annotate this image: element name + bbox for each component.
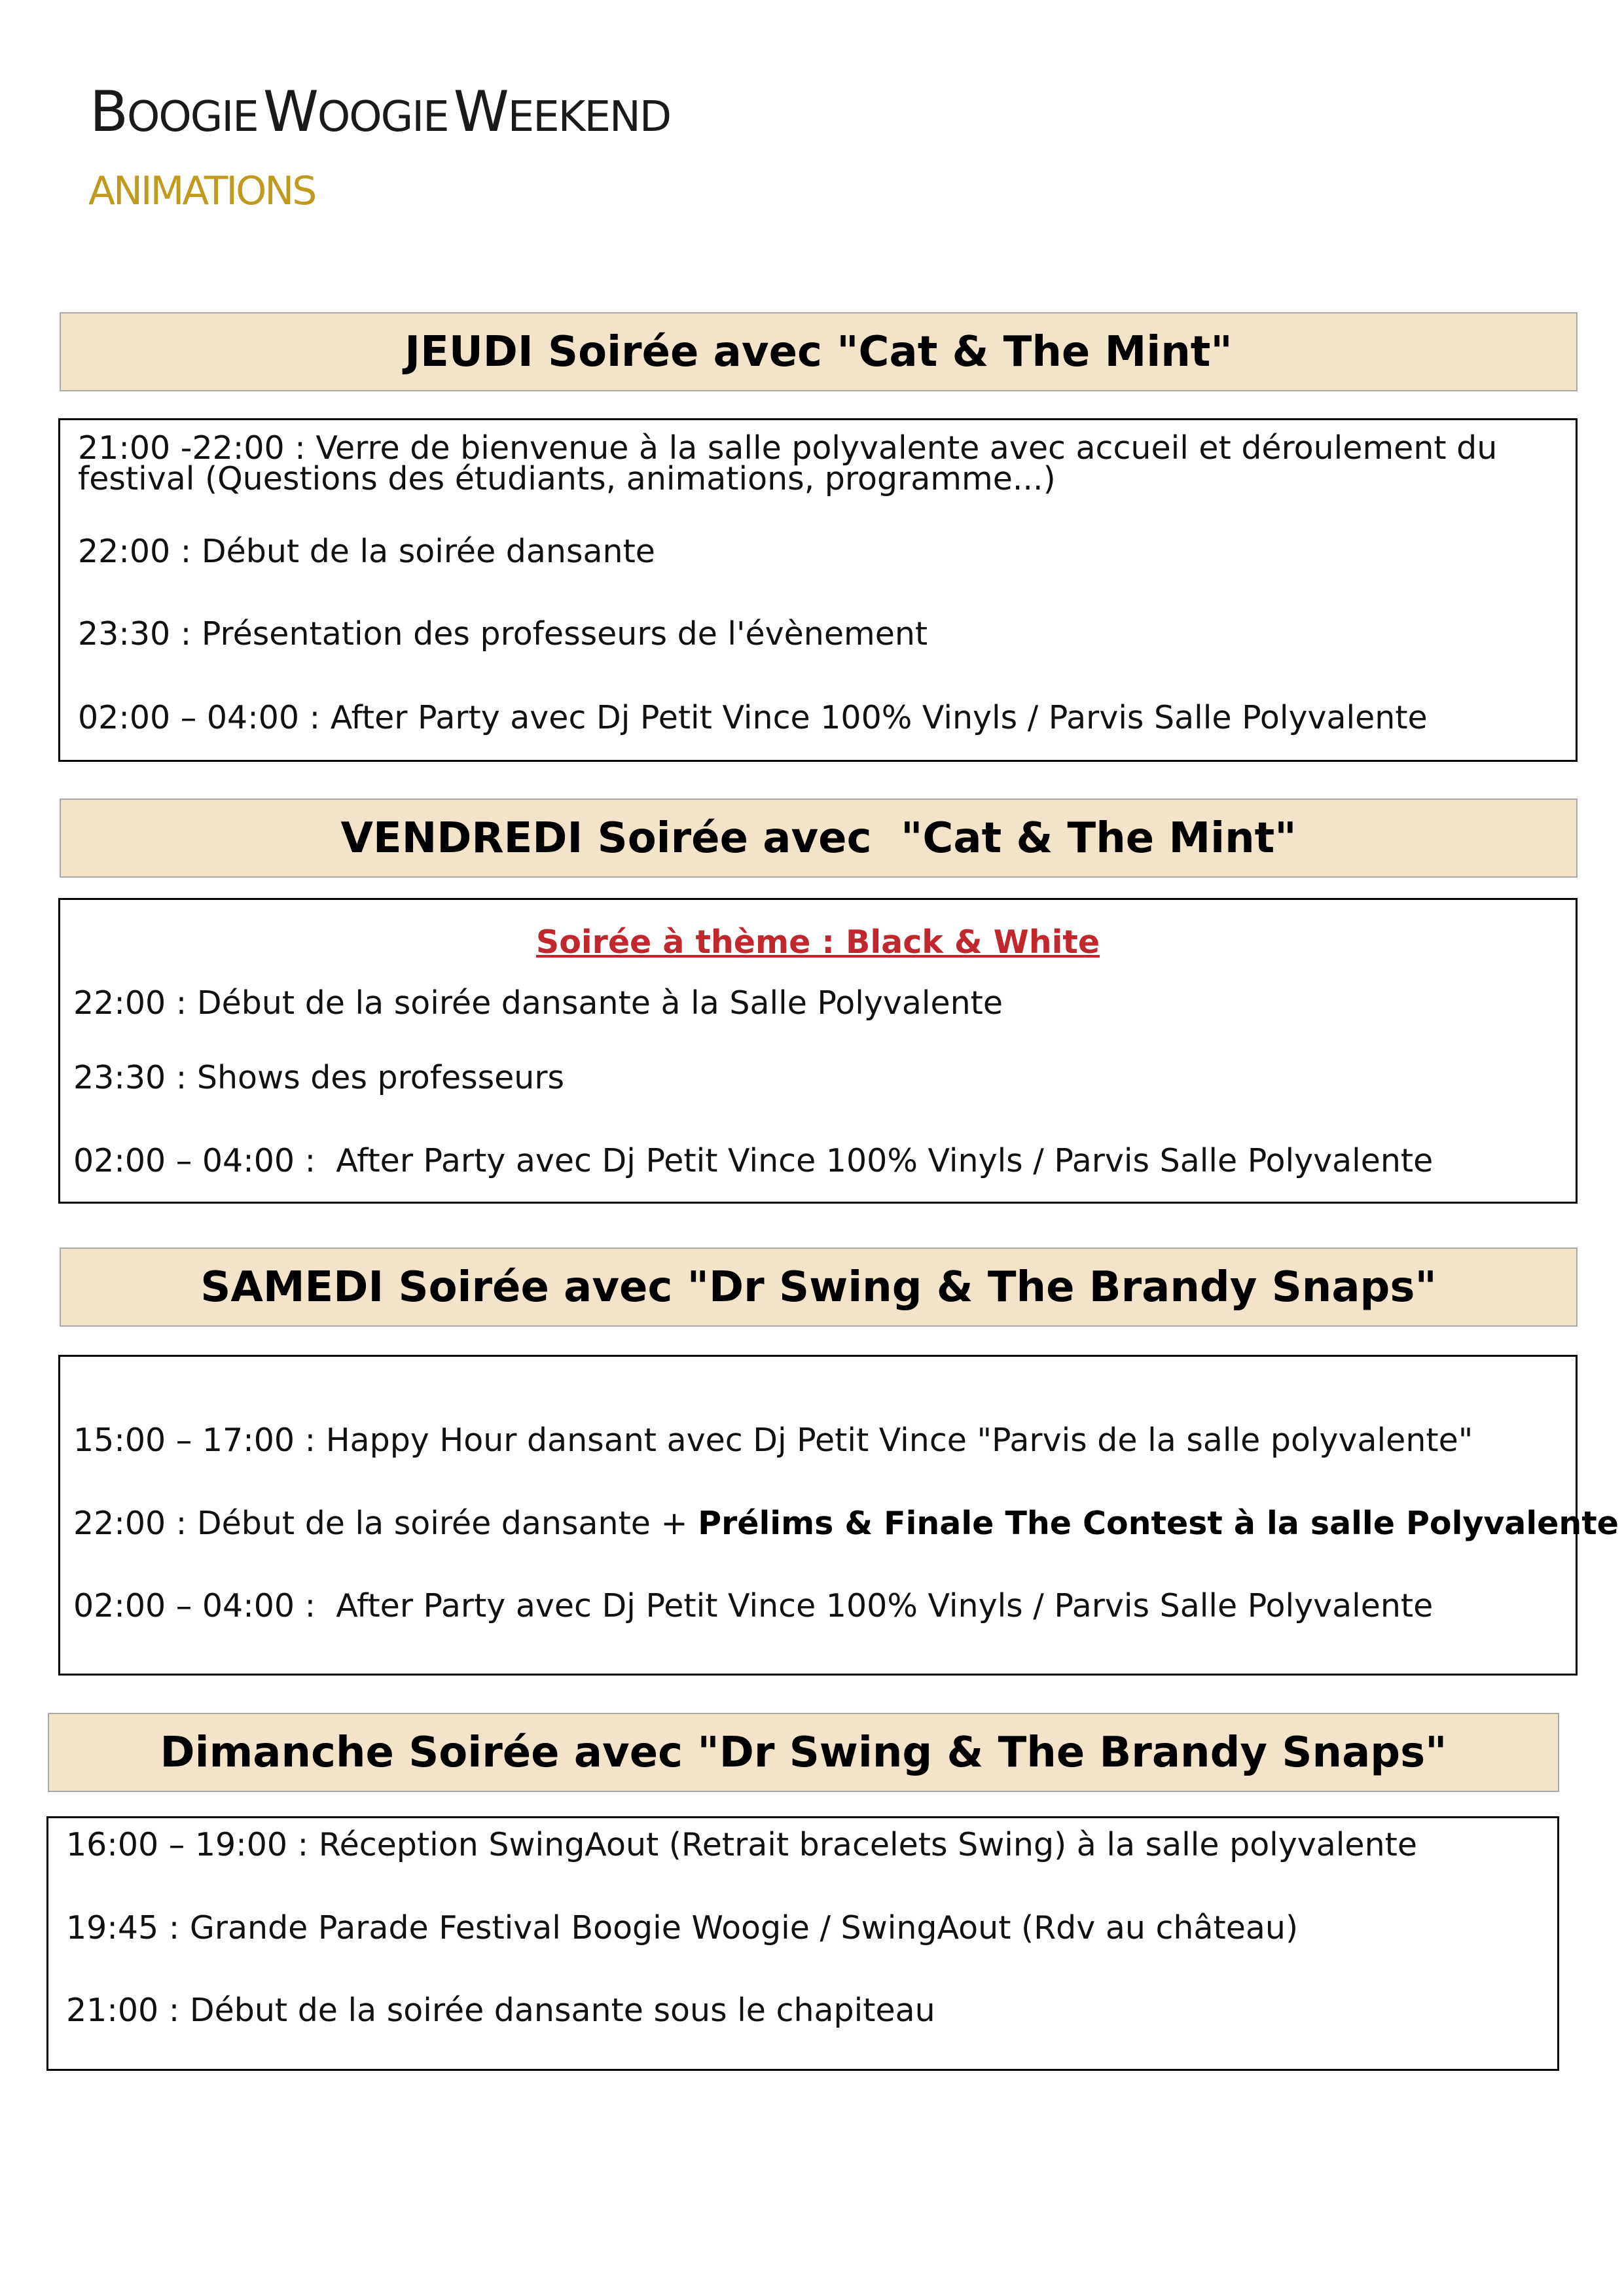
- title-word-boogie: BOOGIE: [90, 79, 258, 145]
- schedule-line: 22:00 : Début de la soirée dansante à la Salle Polyvalente: [73, 984, 1003, 1022]
- schedule-line: 19:45 : Grande Parade Festival Boogie Woogie / SwingAout (Rdv au château): [66, 1909, 1299, 1946]
- schedule-line: 22:00 : Début de la soirée dansante: [78, 533, 655, 570]
- schedule-line: 02:00 – 04:00 : After Party avec Dj Petit Vince 100% Vinyls / Parvis Salle Polyvalente: [78, 699, 1428, 736]
- day-box-jeudi: [58, 418, 1578, 762]
- schedule-line: 15:00 – 17:00 : Happy Hour dansant avec Dj Petit Vince "Parvis de la salle polyvalente": [73, 1422, 1473, 1459]
- title-word-woogie: WOOGIE: [262, 79, 448, 145]
- schedule-line: 21:00 -22:00 : Verre de bienvenue à la salle polyvalente avec accueil et déroulement du: [78, 429, 1498, 467]
- day-header-dimanche: Dimanche Soirée avec "Dr Swing & The Brandy Snaps": [48, 1713, 1559, 1792]
- day-header-vendredi: VENDREDI Soirée avec "Cat & The Mint": [60, 798, 1578, 878]
- day-header-samedi: SAMEDI Soirée avec "Dr Swing & The Brandy Snaps": [60, 1247, 1578, 1327]
- schedule-line: 22:00 : Début de la soirée dansante + Prélims & Finale The Contest à la salle Polyvalente: [73, 1505, 1619, 1542]
- day-header-jeudi: JEUDI Soirée avec "Cat & The Mint": [60, 312, 1578, 391]
- day-box-dimanche: [46, 1816, 1559, 2071]
- schedule-line: 23:30 : Shows des professeurs: [73, 1059, 565, 1096]
- day-box-vendredi: [58, 898, 1578, 1204]
- theme-label: Soirée à thème : Black & White: [535, 924, 1100, 961]
- schedule-line: 23:30 : Présentation des professeurs de l'évènement: [78, 615, 928, 653]
- day-box-samedi: [58, 1355, 1619, 1676]
- schedule-line: 02:00 – 04:00 : After Party avec Dj Petit Vince 100% Vinyls / Parvis Salle Polyvalente: [73, 1142, 1434, 1179]
- contest-highlight: Prélims & Finale The Contest à la salle Polyvalente: [698, 1505, 1619, 1542]
- title-word-weekend: WEEKEND: [453, 79, 671, 145]
- schedule-line: 02:00 – 04:00 : After Party avec Dj Petit Vince 100% Vinyls / Parvis Salle Polyvalente: [73, 1587, 1434, 1624]
- page-subtitle: ANIMATIONS: [88, 168, 316, 214]
- schedule-line: 16:00 – 19:00 : Réception SwingAout (Retrait bracelets Swing) à la salle polyvalente: [66, 1826, 1417, 1863]
- page-title: [90, 79, 671, 145]
- schedule-line: 21:00 : Début de la soirée dansante sous le chapiteau: [66, 1992, 935, 2029]
- schedule-line: festival (Questions des étudiants, animations, programme...): [78, 460, 1056, 497]
